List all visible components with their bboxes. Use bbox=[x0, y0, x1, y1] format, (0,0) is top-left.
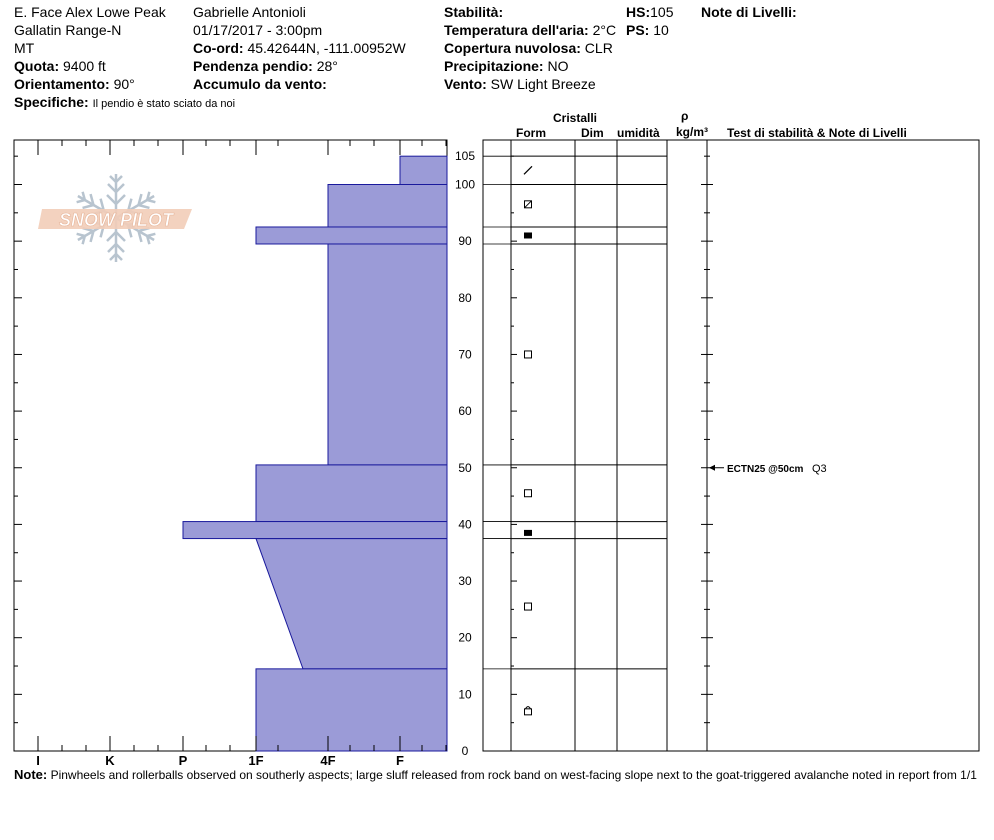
wind-label: Vento: bbox=[444, 76, 487, 92]
tests-heading: Test di stabilità & Note di Livelli bbox=[727, 126, 907, 140]
height-tick-label: 70 bbox=[458, 347, 472, 362]
form-heading: Form bbox=[516, 126, 546, 140]
hardness-layer-bar bbox=[256, 465, 447, 522]
note-text: Pinwheels and rollerballs observed on southerly aspects; large sluff released from rock band on west-facing slope next to the goat-triggered avalanche noted in report from 1/1 bbox=[50, 768, 977, 782]
stability-tests bbox=[709, 463, 827, 475]
rho-heading: ρ bbox=[681, 109, 689, 123]
observer-name: Gabrielle Antonioli bbox=[193, 4, 306, 20]
layer-notes-label: Note di Livelli: bbox=[701, 4, 797, 20]
hardness-tick-label: P bbox=[178, 753, 188, 768]
hardness-layer-bar bbox=[328, 244, 447, 465]
height-tick-label: 60 bbox=[458, 404, 472, 419]
grain-open-square-icon bbox=[525, 351, 532, 358]
elevation-value: 9400 ft bbox=[63, 58, 106, 74]
precip-value: NO bbox=[547, 58, 569, 74]
hs-label: HS: bbox=[626, 4, 651, 20]
ps-label: PS: bbox=[626, 22, 650, 38]
grain-open-square-icon bbox=[525, 490, 532, 497]
grain-crossed-square-icon bbox=[525, 201, 532, 208]
grain-open-square-icon bbox=[525, 603, 532, 610]
cloud-value: CLR bbox=[584, 40, 613, 56]
location-name: E. Face Alex Lowe Peak bbox=[14, 4, 166, 20]
slope-value: 28° bbox=[316, 58, 338, 74]
wind-value: SW Light Breeze bbox=[490, 76, 596, 92]
height-tick-label: 90 bbox=[458, 234, 472, 249]
aspect-label: Orientamento: bbox=[14, 76, 110, 92]
hardness-layer-bar bbox=[400, 156, 447, 184]
hardness-tick-label: I bbox=[36, 753, 40, 768]
size-heading: Dim bbox=[581, 126, 604, 140]
crystals-heading: Cristalli bbox=[553, 111, 598, 125]
stability-label: Stabilità: bbox=[444, 4, 504, 20]
air-temp-label: Temperatura dell'aria: bbox=[444, 22, 589, 38]
hardness-tick-label: 4F bbox=[320, 753, 336, 768]
elevation-label: Quota: bbox=[14, 58, 60, 74]
grain-filled-square-icon bbox=[524, 232, 532, 238]
coord-value: 45.42644N, -111.00952W bbox=[247, 40, 406, 56]
height-axis bbox=[455, 149, 475, 758]
hardness-tick-label: 1F bbox=[248, 753, 264, 768]
moisture-heading: umidità bbox=[617, 126, 660, 140]
layer-table-frame bbox=[483, 140, 979, 751]
logo-text: SNOW PILOT bbox=[59, 210, 173, 230]
height-tick-label: 105 bbox=[454, 149, 476, 164]
state-name: MT bbox=[14, 40, 35, 56]
ps-value: 10 bbox=[653, 22, 669, 38]
hardness-layer-bar bbox=[256, 539, 447, 669]
layer-table bbox=[483, 140, 713, 751]
grain-filled-square-icon bbox=[524, 530, 532, 536]
height-tick-label: 40 bbox=[458, 517, 472, 532]
specifics-label: Specifiche: bbox=[14, 94, 89, 110]
coord-label: Co-ord: bbox=[193, 40, 244, 56]
test-result-label: ECTN25 @50cm bbox=[727, 463, 804, 475]
grain-rounded-square-icon bbox=[525, 709, 532, 715]
wind-loading-label: Accumulo da vento: bbox=[193, 76, 327, 92]
height-tick-label: 50 bbox=[458, 460, 472, 475]
hardness-tick-label: F bbox=[396, 753, 404, 768]
grain-forms bbox=[524, 166, 532, 715]
hardness-axis-labels bbox=[36, 753, 404, 768]
hardness-profile bbox=[183, 156, 447, 751]
aspect-value: 90° bbox=[113, 76, 135, 92]
cloud-label: Copertura nuvolosa: bbox=[444, 40, 581, 56]
height-tick-label: 80 bbox=[458, 290, 472, 305]
specifics-value: Il pendio è stato sciato da noi bbox=[92, 98, 236, 110]
grain-slash-icon bbox=[524, 166, 532, 174]
height-tick-label: 10 bbox=[458, 687, 472, 702]
test-pointer-arrow bbox=[709, 465, 715, 471]
note-label: Note: bbox=[14, 767, 48, 782]
density-unit: kg/m³ bbox=[676, 125, 709, 139]
hardness-tick-label: K bbox=[105, 753, 115, 768]
air-temp-value: 2°C bbox=[592, 22, 617, 38]
height-tick-label: 100 bbox=[454, 177, 476, 192]
test-quality-label: Q3 bbox=[812, 462, 827, 475]
hardness-layer-bar bbox=[183, 522, 447, 539]
hs-value: 105 bbox=[650, 4, 674, 20]
notes bbox=[14, 767, 977, 783]
precip-label: Precipitazione: bbox=[444, 58, 544, 74]
hardness-layer-bar bbox=[256, 669, 447, 751]
height-tick-label: 20 bbox=[458, 630, 472, 645]
range-name: Gallatin Range-N bbox=[14, 22, 122, 38]
observation-datetime: 01/17/2017 - 3:00pm bbox=[193, 22, 323, 38]
height-tick-label: 30 bbox=[458, 574, 472, 589]
slope-label: Pendenza pendio: bbox=[193, 58, 313, 74]
hardness-layer-bar bbox=[328, 185, 447, 227]
height-tick-label: 0 bbox=[461, 744, 469, 758]
hardness-layer-bar bbox=[256, 227, 447, 244]
